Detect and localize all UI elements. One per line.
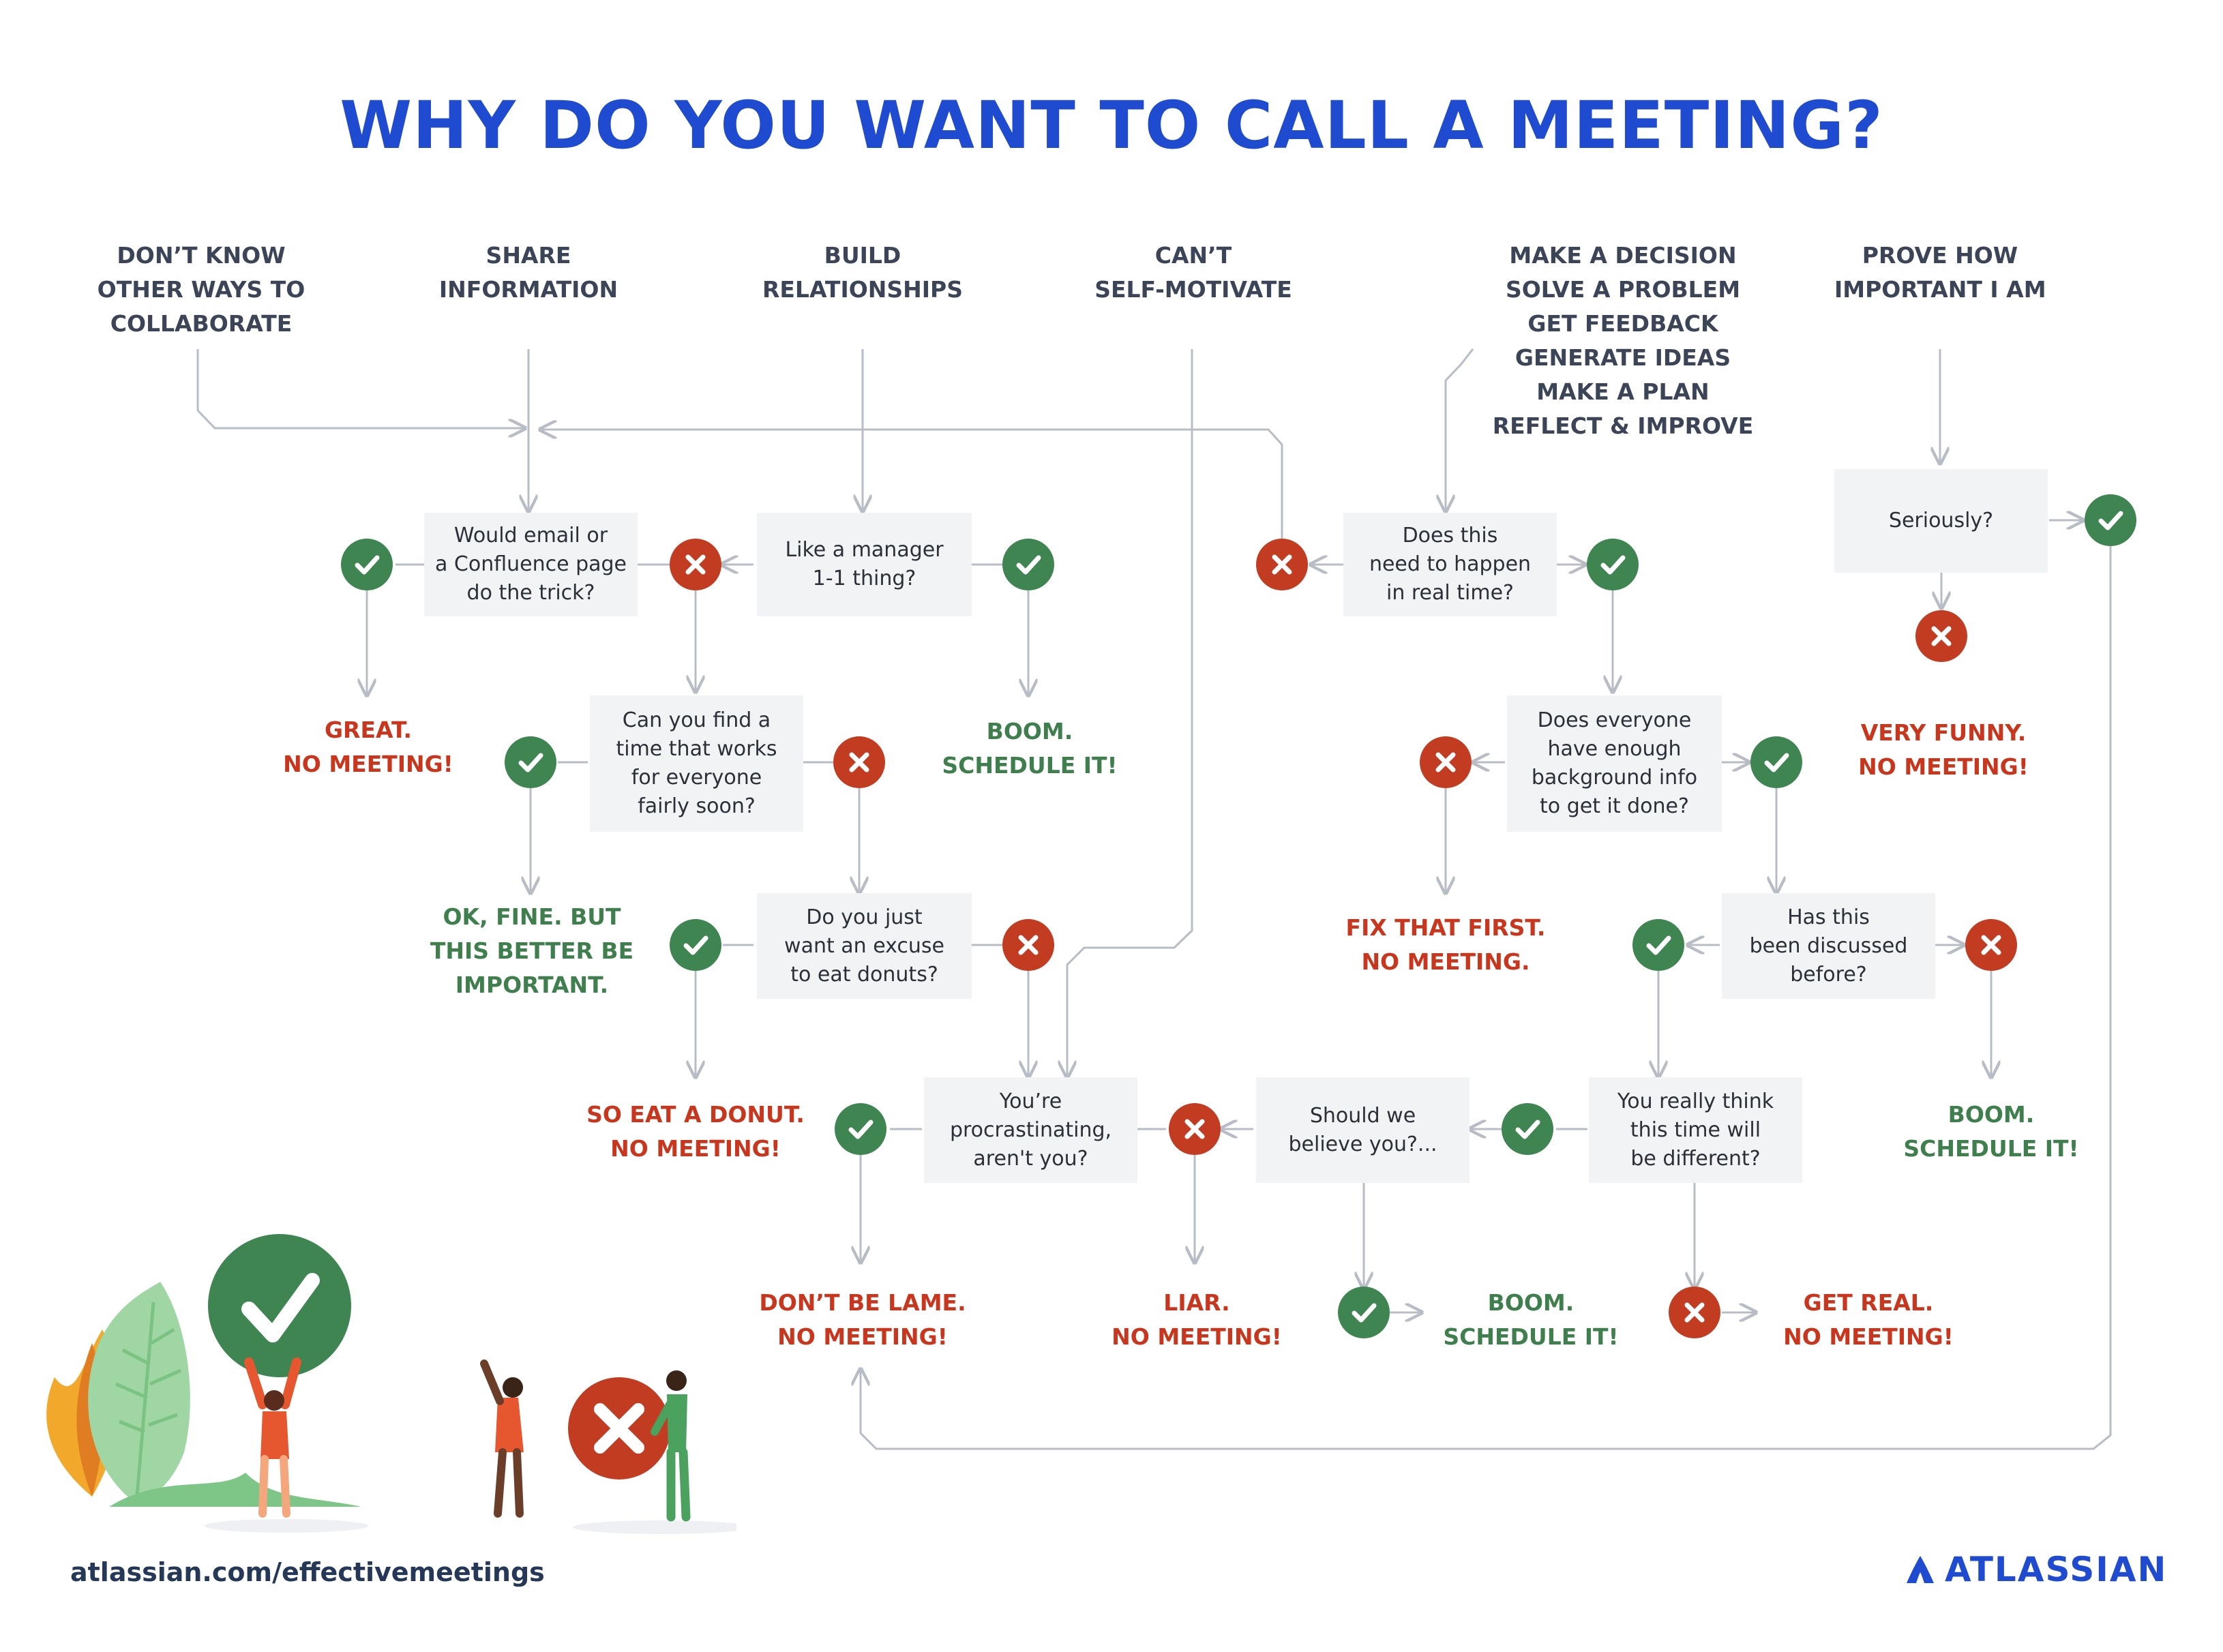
- question-line: Should we: [1309, 1103, 1416, 1128]
- category-line: OTHER WAYS TO: [97, 276, 305, 303]
- question-line: been discussed: [1749, 933, 1908, 958]
- category-line: GET FEEDBACK: [1527, 310, 1718, 337]
- question-procrastinating: [924, 1077, 1137, 1183]
- question-line: do the trick?: [466, 581, 595, 605]
- outcome-get-real: [1763, 1286, 1974, 1354]
- category-share-information: [430, 239, 627, 307]
- outcome-eat-donut: [586, 1098, 805, 1166]
- line-dont-know: [198, 349, 525, 428]
- question-line: Do you just: [806, 905, 923, 929]
- category-line: SELF-MOTIVATE: [1094, 276, 1292, 303]
- question-donuts: [757, 893, 972, 999]
- outcome-line: OK, FINE. BUT: [443, 903, 621, 930]
- check-icon: [505, 736, 556, 788]
- line-selfmotivate: [1067, 349, 1192, 1077]
- question-seriously: [1834, 469, 2048, 573]
- category-line: COLLABORATE: [110, 310, 293, 337]
- category-line: INFORMATION: [438, 276, 618, 303]
- outcome-line: BOOM.: [1487, 1289, 1575, 1316]
- outcome-line: FIX THAT FIRST.: [1345, 914, 1546, 941]
- outcome-boom-schedule-1: [927, 715, 1132, 783]
- check-icon: [1502, 1103, 1553, 1155]
- footer-url[interactable]: atlassian.com/effectivemeetings: [70, 1557, 545, 1587]
- check-icon: [1338, 1287, 1390, 1338]
- outcome-line: NO MEETING!: [1783, 1323, 1954, 1350]
- big-check-circle: [208, 1234, 351, 1377]
- question-line: aren't you?: [973, 1146, 1088, 1171]
- category-line: MAKE A PLAN: [1536, 378, 1710, 405]
- outcome-line: BOOM.: [1948, 1101, 2035, 1128]
- outcome-line: NO MEETING!: [777, 1323, 948, 1350]
- question-line: in real time?: [1386, 581, 1514, 605]
- outcome-line: SCHEDULE IT!: [1903, 1135, 2079, 1162]
- question-believe-you: [1256, 1077, 1469, 1183]
- person-right-legs: [671, 1452, 686, 1517]
- question-line: Has this: [1787, 905, 1870, 929]
- outcome-line: GET REAL.: [1803, 1289, 1934, 1316]
- outcome-line: SCHEDULE IT!: [942, 752, 1118, 779]
- brand-name: ATLASSIAN: [1945, 1550, 2168, 1589]
- question-line: Does everyone: [1537, 708, 1692, 732]
- check-icon: [1002, 539, 1054, 590]
- check-icon: [341, 539, 393, 590]
- x-icon: [1256, 539, 1308, 590]
- category-build-relationships: [760, 239, 965, 307]
- question-line: be different?: [1630, 1146, 1761, 1171]
- category-self-motivate: [1091, 239, 1296, 307]
- x-icon: [1002, 919, 1054, 971]
- category-line: SOLVE A PROBLEM: [1505, 276, 1741, 303]
- person-middle-body: [495, 1398, 524, 1452]
- check-icon: [1632, 919, 1684, 971]
- question-line: before?: [1790, 962, 1867, 987]
- outcome-boom-schedule-3: [1889, 1098, 2093, 1166]
- category-line: SHARE: [486, 242, 571, 269]
- x-icon: [1169, 1103, 1221, 1155]
- outcome-line: VERY FUNNY.: [1860, 719, 2027, 746]
- atlassian-brand: [1904, 1550, 2167, 1589]
- question-line: Like a manager: [785, 538, 944, 562]
- question-line: need to happen: [1369, 552, 1532, 576]
- question-find-time: [590, 695, 803, 832]
- question-this-time-different: [1589, 1077, 1802, 1183]
- x-icon: [1965, 919, 2017, 971]
- outcome-very-funny: [1838, 716, 2049, 784]
- outcome-line: SO EAT A DONUT.: [586, 1101, 805, 1128]
- outcome-line: GREAT.: [324, 717, 413, 743]
- question-line: procrastinating,: [949, 1117, 1112, 1142]
- question-line: to get it done?: [1540, 794, 1689, 818]
- category-prove-importance: [1834, 239, 2046, 307]
- question-line: Can you find a: [622, 708, 771, 732]
- check-icon: [670, 919, 721, 971]
- page-title: WHY DO YOU WANT TO CALL A MEETING?: [340, 87, 1883, 164]
- category-line: MAKE A DECISION: [1509, 242, 1737, 269]
- x-icon: [1669, 1287, 1720, 1338]
- question-line: You really think: [1617, 1089, 1774, 1113]
- question-line: believe you?...: [1288, 1132, 1437, 1156]
- question-line: want an excuse: [784, 933, 944, 958]
- outcome-line: NO MEETING!: [283, 751, 453, 777]
- ground-shadow: [205, 1519, 368, 1533]
- x-icon: [1420, 736, 1472, 788]
- outcome-line: BOOM.: [986, 718, 1073, 745]
- question-line: Would email or: [453, 524, 608, 547]
- check-icon: [1587, 539, 1639, 590]
- category-line: IMPORTANT I AM: [1834, 276, 2046, 303]
- person-middle-arm: [484, 1364, 500, 1401]
- outcome-fix-that-first: [1337, 911, 1555, 979]
- question-line: time that works: [616, 737, 777, 761]
- person-middle-head: [503, 1377, 523, 1398]
- question-manager-1-1: [757, 513, 972, 616]
- outcome-line: NO MEETING.: [1361, 948, 1530, 975]
- question-line: have enough: [1547, 737, 1682, 761]
- question-line: a Confluence page: [434, 552, 627, 576]
- ground-shadow: [573, 1520, 736, 1534]
- outcome-line: DON’T BE LAME.: [759, 1289, 966, 1316]
- category-line: GENERATE IDEAS: [1515, 344, 1731, 371]
- outcome-line: IMPORTANT.: [455, 972, 609, 998]
- person-left-torso: [260, 1411, 289, 1459]
- outcome-line: NO MEETING!: [610, 1135, 781, 1162]
- question-line: for everyone: [631, 766, 762, 790]
- atlassian-logo-icon: [1904, 1553, 1937, 1586]
- question-line: Does this: [1402, 524, 1498, 547]
- outcome-ok-fine: [416, 900, 648, 1002]
- question-real-time: [1343, 513, 1557, 616]
- question-line: 1-1 thing?: [812, 567, 916, 590]
- x-icon: [670, 539, 721, 590]
- outcome-line: LIAR.: [1163, 1289, 1230, 1316]
- category-line: RELATIONSHIPS: [762, 276, 964, 303]
- question-line: You’re: [999, 1089, 1062, 1113]
- category-decision-group: [1480, 239, 1766, 443]
- category-line: BUILD: [824, 242, 901, 269]
- x-icon: [1915, 610, 1967, 662]
- category-line: REFLECT & IMPROVE: [1492, 412, 1754, 439]
- question-line: Seriously?: [1888, 509, 1994, 532]
- outcome-liar: [1091, 1286, 1302, 1354]
- outcome-dont-be-lame: [750, 1286, 975, 1354]
- outcome-line: NO MEETING!: [1112, 1323, 1282, 1350]
- person-right-head: [666, 1370, 687, 1391]
- question-background-info: [1507, 695, 1722, 832]
- question-line: this time will: [1630, 1117, 1761, 1142]
- question-discussed-before: [1722, 893, 1935, 999]
- category-line: PROVE HOW: [1862, 242, 2018, 269]
- outcome-line: SCHEDULE IT!: [1443, 1323, 1619, 1350]
- outcome-line: THIS BETTER BE: [430, 937, 634, 964]
- check-icon: [1750, 736, 1802, 788]
- category-dont-know: [95, 239, 307, 341]
- person-left-head: [264, 1390, 284, 1411]
- check-icon: [2085, 494, 2136, 546]
- question-line: to eat donuts?: [790, 962, 938, 987]
- illustration-people-with-check-and-x: [27, 1227, 736, 1548]
- x-icon: [833, 736, 885, 788]
- question-line: fairly soon?: [638, 794, 756, 818]
- outcome-great-no-meeting: [266, 713, 471, 781]
- category-line: DON’T KNOW: [117, 242, 286, 269]
- question-line: background info: [1531, 766, 1698, 790]
- check-icon: [835, 1103, 886, 1155]
- category-line: CAN’T: [1154, 242, 1232, 269]
- question-email-or-confluence: [424, 513, 638, 616]
- outcome-boom-schedule-2: [1425, 1286, 1637, 1354]
- outcome-line: NO MEETING!: [1858, 753, 2029, 780]
- person-middle-legs: [498, 1452, 520, 1514]
- line-decision: [1446, 349, 1473, 455]
